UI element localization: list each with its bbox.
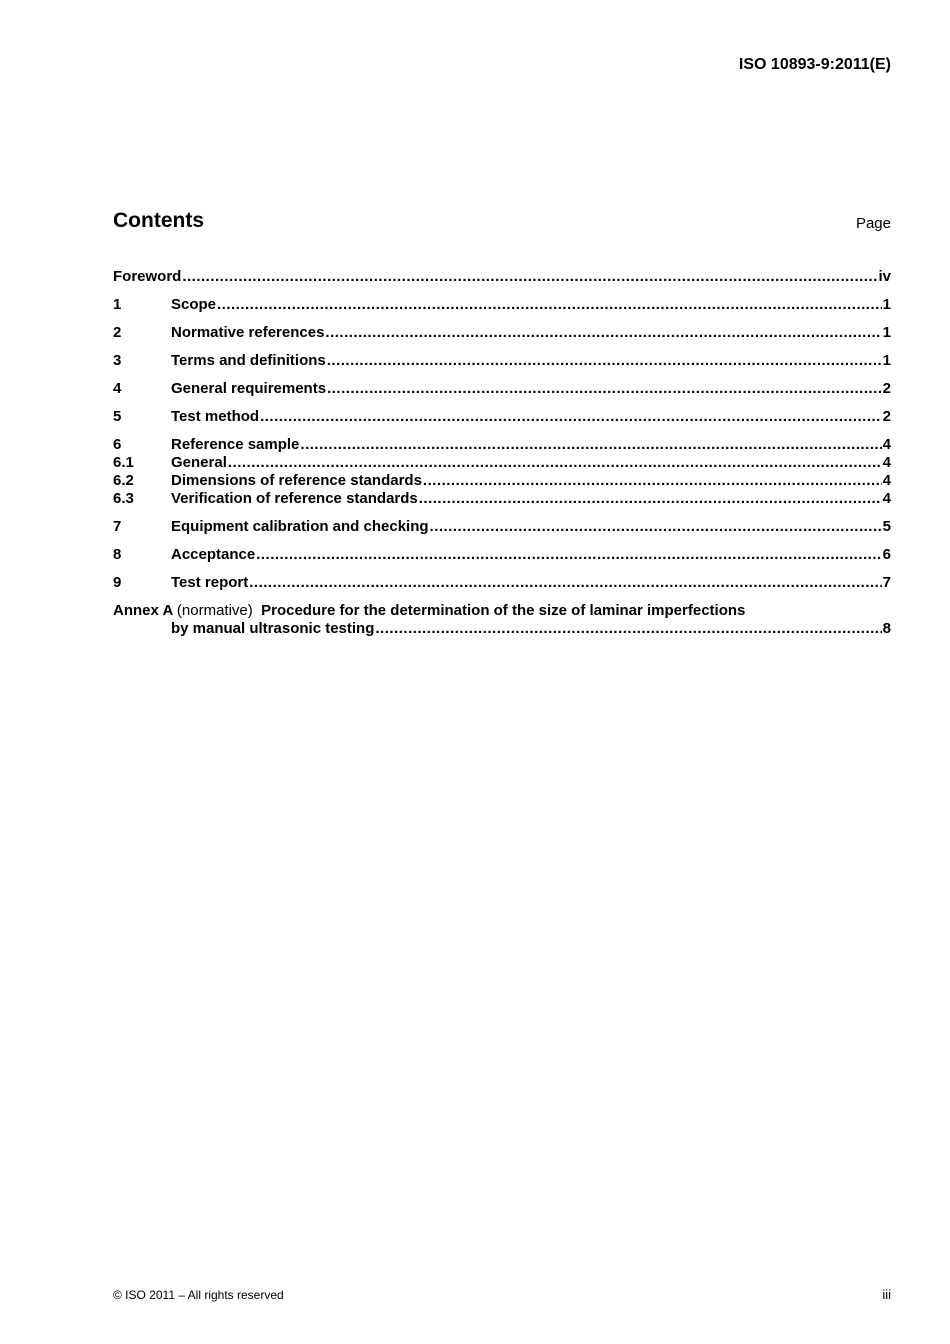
toc-entry-annex-a[interactable] (113, 602, 891, 638)
toc-entry-page: 1 (882, 352, 891, 369)
toc-entry-page: 4 (882, 472, 891, 489)
toc-entry-title: Verification of reference standards (171, 490, 418, 507)
annex-label: Annex A (113, 602, 173, 619)
toc-entry-general-requirements[interactable] (113, 380, 891, 398)
dot-leader (327, 380, 882, 398)
dot-leader (182, 268, 877, 286)
toc-entry-number: 1 (113, 296, 122, 313)
annex-title-line1: Procedure for the determination of the size of laminar imperfections (261, 602, 746, 619)
toc-entry-title: Reference sample (171, 436, 300, 453)
toc-entry-page: 4 (882, 454, 891, 471)
toc-entry-title: Dimensions of reference standards (171, 472, 422, 489)
toc-entry-title: Normative references (171, 324, 325, 341)
document-id: ISO 10893-9:2011(E) (738, 56, 891, 73)
annex-heading-line (113, 602, 891, 620)
toc-entry-page: 4 (882, 490, 891, 507)
toc-entry-title: Terms and definitions (171, 352, 326, 369)
dot-leader (260, 408, 882, 426)
toc-entry-title: Test report (171, 574, 249, 591)
toc-entry-terms-and-definitions[interactable] (113, 352, 891, 370)
toc-entry-equipment-calibration[interactable] (113, 518, 891, 536)
table-of-contents (113, 268, 891, 638)
toc-entry-normative-references[interactable] (113, 324, 891, 342)
toc-entry-verification-of-reference-standards[interactable] (113, 490, 891, 508)
toc-entry-title: General (171, 454, 227, 471)
toc-entry-number: 8 (113, 546, 122, 563)
toc-entry-title: Equipment calibration and checking (171, 518, 429, 535)
dot-leader (217, 296, 882, 314)
dot-leader (419, 490, 882, 508)
dot-leader (325, 324, 881, 342)
toc-entry-page: 5 (882, 518, 891, 535)
toc-entry-number: 6.2 (113, 472, 134, 489)
annex-title-continuation (113, 620, 891, 638)
toc-entry-page: 1 (882, 324, 891, 341)
page-column-label: Page (855, 215, 891, 232)
dot-leader (430, 518, 882, 536)
dot-leader (327, 352, 882, 370)
toc-entry-reference-sample[interactable] (113, 436, 891, 454)
toc-entry-page: 4 (882, 436, 891, 453)
contents-heading: Contents (113, 209, 204, 232)
toc-entry-acceptance[interactable] (113, 546, 891, 564)
toc-entry-title: Test method (171, 408, 260, 425)
dot-leader (256, 546, 881, 564)
toc-entry-foreword[interactable] (113, 268, 891, 286)
toc-entry-test-report[interactable] (113, 574, 891, 592)
toc-entry-page: 6 (882, 546, 891, 563)
toc-entry-scope[interactable] (113, 296, 891, 314)
footer-page-number: iii (882, 1287, 891, 1302)
toc-entry-test-method[interactable] (113, 408, 891, 426)
toc-entry-general[interactable] (113, 454, 891, 472)
toc-entry-page: 2 (882, 380, 891, 397)
toc-entry-page: 2 (882, 408, 891, 425)
toc-entry-title: General requirements (171, 380, 327, 397)
toc-entry-number: 5 (113, 408, 122, 425)
toc-entry-number: 2 (113, 324, 122, 341)
toc-entry-page: 8 (882, 620, 891, 637)
dot-leader (249, 574, 881, 592)
toc-entry-number: 6 (113, 436, 122, 453)
dot-leader (375, 620, 881, 638)
annex-title-line2: by manual ultrasonic testing (171, 620, 375, 637)
toc-entry-dimensions-of-reference-standards[interactable] (113, 472, 891, 490)
dot-leader (423, 472, 882, 490)
toc-entry-title: Scope (171, 296, 217, 313)
toc-entry-page: 1 (882, 296, 891, 313)
dot-leader (300, 436, 881, 454)
toc-entry-title: Acceptance (171, 546, 256, 563)
dot-leader (228, 454, 882, 472)
toc-entry-number: 6.1 (113, 454, 134, 471)
toc-entry-page: iv (878, 268, 891, 285)
toc-entry-title: Foreword (113, 268, 182, 285)
footer-copyright: © ISO 2011 – All rights reserved (113, 1288, 284, 1302)
toc-entry-number: 7 (113, 518, 122, 535)
toc-entry-number: 6.3 (113, 490, 134, 507)
annex-type: (normative) (176, 602, 253, 619)
toc-entry-number: 4 (113, 380, 122, 397)
toc-entry-page: 7 (882, 574, 891, 591)
toc-entry-number: 3 (113, 352, 122, 369)
toc-entry-number: 9 (113, 574, 122, 591)
